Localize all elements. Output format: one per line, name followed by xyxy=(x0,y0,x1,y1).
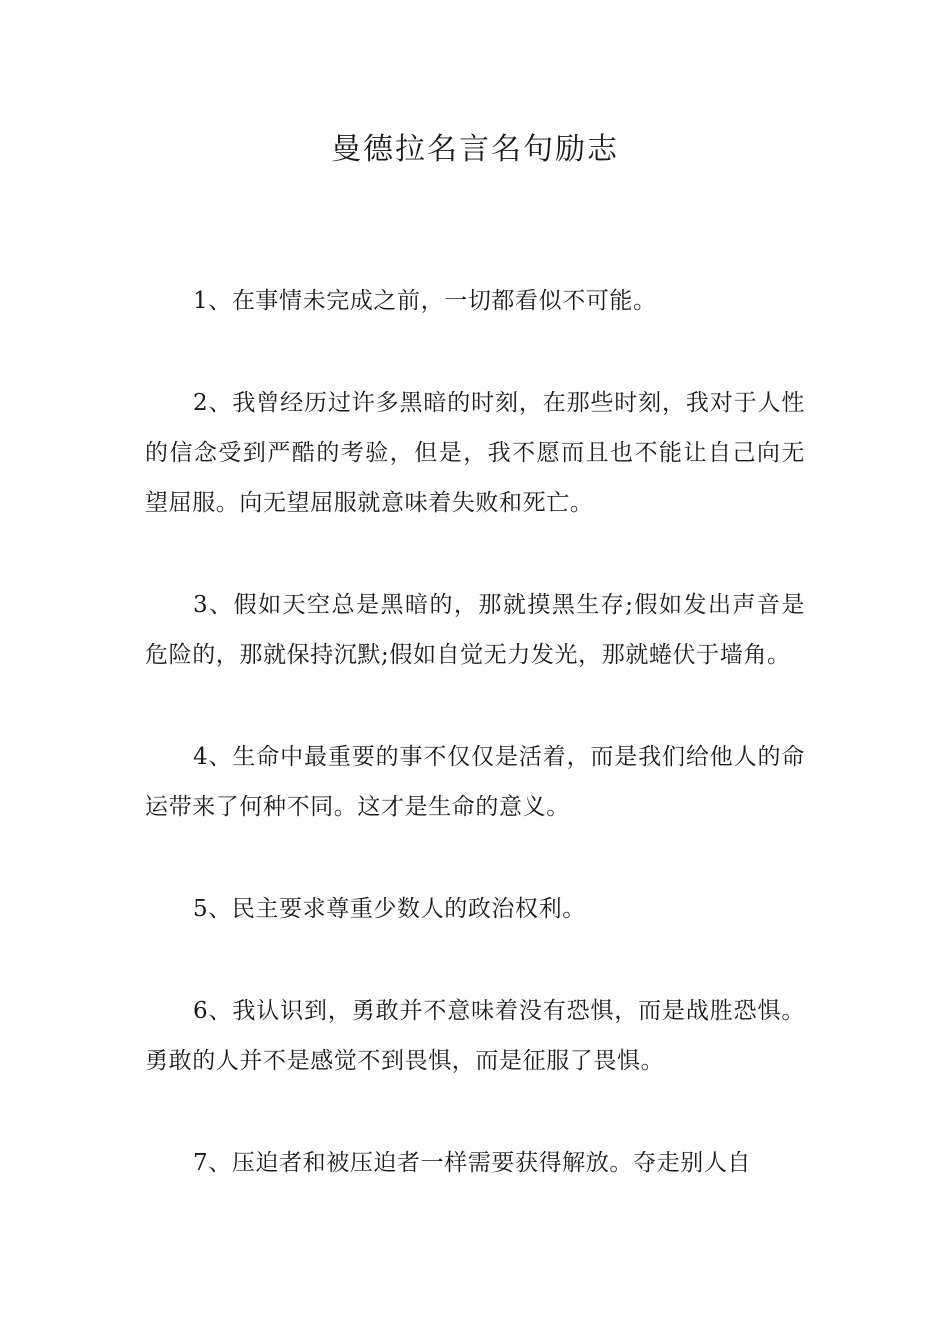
quote-paragraph-1: 1、在事情未完成之前，一切都看似不可能。 xyxy=(193,288,657,314)
quote-paragraph-4: 4、生命中最重要的事不仅仅是活着，而是我们给他人的命运带来了何种不同。这才是生命的意义。 xyxy=(145,744,805,820)
quote-paragraph-7: 7、压迫者和被压迫者一样需要获得解放。夺走别人自 xyxy=(193,1150,752,1176)
quote-paragraph-3: 3、假如天空总是黑暗的，那就摸黑生存;假如发出声音是危险的，那就保持沉默;假如自觉无力发光，那就蜷伏于墙角。 xyxy=(145,592,805,668)
document-body xyxy=(145,276,805,1240)
quote-paragraph-5: 5、民主要求尊重少数人的政治权利。 xyxy=(193,896,586,922)
quote-paragraph-2: 2、我曾经历过许多黑暗的时刻，在那些时刻，我对于人性的信念受到严酷的考验，但是，我不愿而且也不能让自己向无望屈服。向无望屈服就意味着失败和死亡。 xyxy=(145,390,805,516)
quote-paragraph-6: 6、我认识到，勇敢并不意味着没有恐惧，而是战胜恐惧。勇敢的人并不是感觉不到畏惧，而是征服了畏惧。 xyxy=(145,998,805,1074)
document-title: 曼德拉名言名句励志 xyxy=(331,132,619,167)
